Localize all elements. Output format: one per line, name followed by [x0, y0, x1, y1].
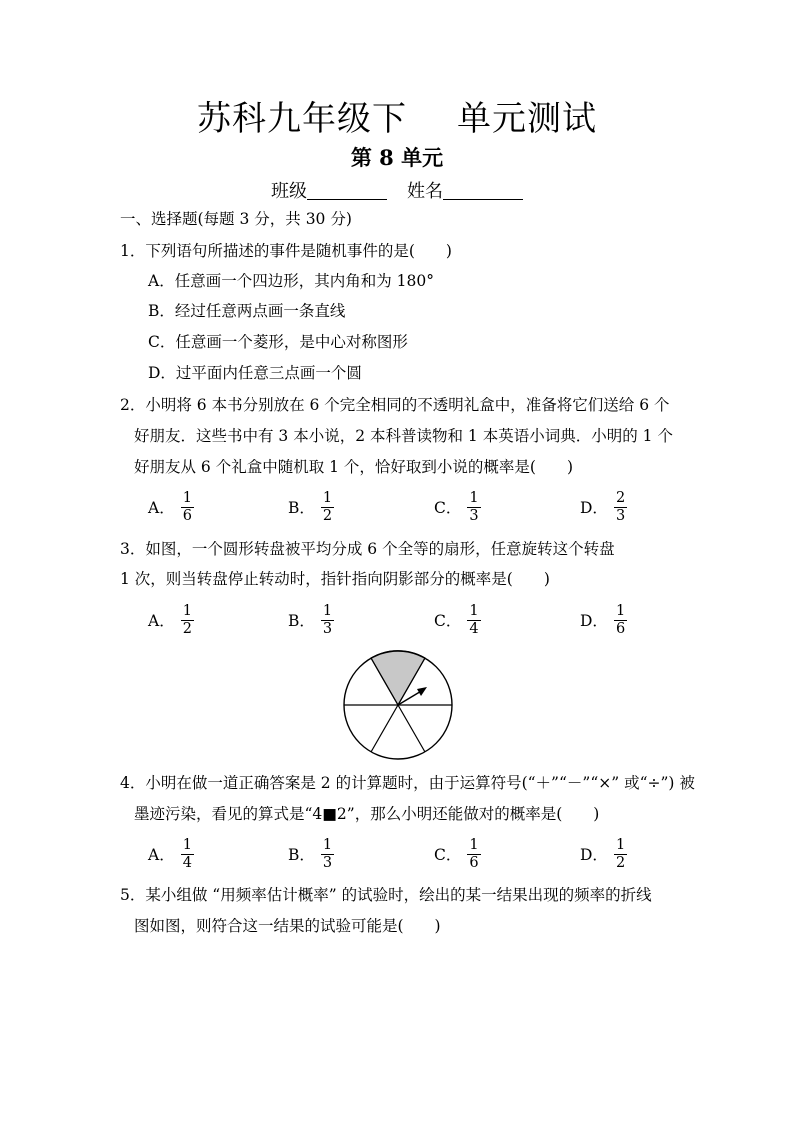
question-4-option-a: A． $\frac{1}{4}$	[148, 836, 192, 871]
question-2-options	[148, 485, 668, 529]
fraction: $\frac{1}{2}$	[182, 602, 192, 637]
fraction: $\frac{1}{2}$	[322, 489, 333, 524]
question-2-option-b: B． $\frac{1}{2}$	[288, 489, 333, 524]
question-4-stem-line-1: 4．小明在做一道正确答案是 2 的计算题时，由于运算符号(“＋”“－”“×” 或“÷”) 被	[120, 774, 695, 792]
question-4-options	[148, 832, 668, 876]
class-label: 班级	[271, 181, 307, 202]
fraction: $\frac{1}{6}$	[615, 602, 626, 637]
fraction: $\frac{1}{4}$	[469, 602, 479, 637]
question-2-stem-line-3: 好朋友从 6 个礼盒中随机取 1 个，恰好取到小说的概率是( )	[134, 458, 574, 476]
fraction: $\frac{1}{3}$	[322, 836, 333, 871]
fraction: $\frac{2}{3}$	[615, 489, 626, 524]
spinner-figure-icon	[343, 650, 453, 760]
name-label: 姓名	[407, 181, 443, 202]
question-1-stem: 1．下列语句所描述的事件是随机事件的是( )	[120, 242, 452, 260]
name-blank[interactable]	[443, 179, 523, 200]
question-3-option-a: A． $\frac{1}{2}$	[148, 602, 192, 637]
title-right: 单元测试	[457, 99, 597, 139]
question-3-options	[148, 598, 668, 642]
fraction: $\frac{1}{4}$	[182, 836, 192, 871]
question-1-option-a: A．任意画一个四边形，其内角和为 180°	[148, 272, 434, 290]
unit-subtitle: 第 8 单元	[350, 145, 444, 170]
fraction: $\frac{1}{6}$	[182, 489, 192, 524]
question-4-option-c: C． $\frac{1}{6}$	[434, 836, 479, 871]
fraction: $\frac{1}{2}$	[615, 836, 626, 871]
question-2-option-a: A． $\frac{1}{6}$	[148, 489, 192, 524]
question-1-option-b: B．经过任意两点画一条直线	[148, 302, 346, 320]
question-2-stem-line-2: 好朋友．这些书中有 3 本小说，2 本科普读物和 1 本英语小词典．小明的 1 个	[134, 427, 673, 445]
question-5-stem-line-1: 5．某小组做 “用频率估计概率” 的试验时，绘出的某一结果出现的频率的折线	[120, 886, 652, 904]
question-2-stem-line-1: 2．小明将 6 本书分别放在 6 个完全相同的不透明礼盒中，准备将它们送给 6 个	[120, 396, 670, 414]
pointer-arrowhead-icon	[417, 687, 427, 696]
question-1-option-d: D．过平面内任意三点画一个圆	[148, 364, 362, 382]
question-4-option-b: B． $\frac{1}{3}$	[288, 836, 333, 871]
question-5-stem-line-2: 图如图，则符合这一结果的试验可能是( )	[134, 917, 441, 935]
title-left: 苏科九年级下	[197, 99, 407, 139]
question-4-option-d: D． $\frac{1}{2}$	[580, 836, 626, 871]
question-3-option-d: D． $\frac{1}{6}$	[580, 602, 626, 637]
question-1-option-c: C．任意画一个菱形，是中心对称图形	[148, 333, 408, 351]
page-title	[0, 96, 794, 142]
question-3-option-c: C． $\frac{1}{4}$	[434, 602, 479, 637]
question-4-stem-line-2: 墨迹污染，看见的算式是“4■2”，那么小明还能做对的概率是( )	[134, 805, 600, 823]
shaded-sector	[371, 651, 425, 705]
fraction: $\frac{1}{6}$	[469, 836, 479, 871]
fraction: $\frac{1}{3}$	[469, 489, 479, 524]
student-info	[0, 178, 794, 206]
question-3-stem-line-2: 1 次，则当转盘停止转动时，指针指向阴影部分的概率是( )	[120, 570, 550, 588]
question-2-option-d: D． $\frac{2}{3}$	[580, 489, 626, 524]
fraction: $\frac{1}{3}$	[322, 602, 333, 637]
section-heading: 一、选择题(每题 3 分，共 30 分)	[120, 210, 352, 228]
question-3-stem-line-1: 3．如图，一个圆形转盘被平均分成 6 个全等的扇形，任意旋转这个转盘	[120, 540, 615, 558]
question-2-option-c: C． $\frac{1}{3}$	[434, 489, 479, 524]
class-blank[interactable]	[307, 179, 387, 200]
question-3-option-b: B． $\frac{1}{3}$	[288, 602, 333, 637]
